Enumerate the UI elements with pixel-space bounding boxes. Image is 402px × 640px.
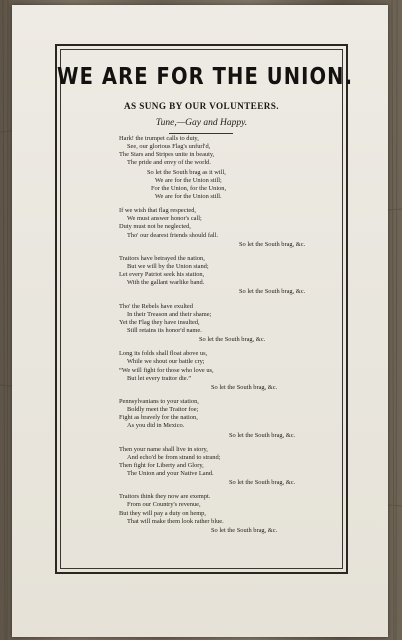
stanza-5: [119, 350, 305, 392]
lyric-line: See, our glorious Flag's unfurl'd,: [127, 143, 211, 151]
chorus-line: For the Union, for the Union,: [151, 184, 227, 192]
lyric-line: And echo'd be from strand to strand;: [127, 453, 221, 461]
song-subtitle: AS SUNG BY OUR VOLUNTEERS.: [124, 101, 279, 111]
chorus-refrain: So let the South brag, &c.: [211, 526, 278, 534]
lyric-line: While we shout our battle cry;: [127, 358, 205, 366]
lyric-line: But we will by the Union stand;: [127, 262, 209, 270]
printed-border: [55, 44, 354, 574]
lyric-line: The Stars and Stripes unite in beauty,: [119, 151, 215, 159]
stanza-6: [119, 398, 305, 440]
lyric-line: We must answer honor's call;: [127, 215, 202, 223]
lyric-line: Yet the Flag they have insulted,: [119, 318, 200, 326]
lyric-line: Tho' the Rebels have exulted: [119, 302, 193, 310]
chorus-refrain: So let the South brag, &c.: [239, 288, 306, 296]
stanza-1: [119, 135, 305, 201]
lyric-line: Pennsylvanians to your station,: [119, 397, 199, 405]
lyric-line: That will make them look rather blue.: [127, 517, 224, 525]
lyric-line: Duty must not be neglected,: [119, 223, 191, 231]
chorus-refrain: So let the South brag, &c.: [229, 431, 296, 439]
lyric-line: “We will fight for those who love us,: [119, 366, 214, 374]
lyric-line: As you did in Mexico.: [127, 422, 185, 430]
lyric-line: Boldly meet the Traitor foe;: [127, 406, 199, 414]
chorus-line: We are for the Union still;: [155, 176, 222, 184]
divider-rule: [169, 133, 233, 134]
lyric-line: With the gallant warlike band.: [127, 279, 205, 287]
lyric-line: Fight as bravely for the nation,: [119, 414, 198, 422]
lyric-line: The Union and your Native Land.: [127, 470, 214, 478]
lyrics: [119, 135, 305, 541]
lyric-line: Then your name shall live in story,: [119, 445, 208, 453]
tune-line: Tune,—Gay and Happy.: [155, 118, 248, 128]
lyric-line: But they will pay a duty on hemp,: [119, 509, 206, 517]
lyric-line: If we wish that flag respected,: [119, 207, 197, 215]
chorus-line: So let the South brag as it will,: [147, 168, 226, 176]
chorus-refrain: So let the South brag, &c.: [229, 479, 296, 487]
stanza-8: [119, 493, 305, 535]
stanza-2: [119, 207, 305, 249]
chorus-refrain: So let the South brag, &c.: [199, 336, 266, 344]
lyric-line: From our Country's revenue,: [127, 501, 201, 509]
lyric-line: Hark! the trumpet calls to duty,: [119, 135, 199, 142]
lyric-line: Long its folds shall float above us,: [119, 350, 208, 358]
lyric-line: The pride and envy of the world.: [127, 159, 211, 167]
chorus-line: We are for the Union still.: [155, 192, 222, 200]
stanza-7: [119, 446, 305, 488]
chorus-refrain: So let the South brag, &c.: [239, 240, 306, 248]
song-title: WE ARE FOR THE UNION.: [57, 63, 354, 91]
lyric-line: Then fight for Liberty and Glory,: [119, 461, 204, 469]
lyric-line: In their Treason and their shame;: [127, 310, 212, 318]
stanza-4: [119, 303, 305, 345]
stanza-3: [119, 255, 305, 297]
lyric-line: Still retains its honor'd name.: [127, 326, 202, 334]
song-sheet: [12, 5, 388, 637]
lyric-line: But let every traitor die.”: [127, 374, 192, 382]
lyric-line: Traitors think they now are exempt.: [119, 493, 211, 501]
chorus-refrain: So let the South brag, &c.: [211, 383, 278, 391]
lyric-line: Tho' our dearest friends should fall.: [127, 231, 218, 239]
lyric-line: Traitors have betrayed the nation,: [119, 254, 205, 262]
lyric-line: Let every Patriot seek his station,: [119, 271, 205, 279]
